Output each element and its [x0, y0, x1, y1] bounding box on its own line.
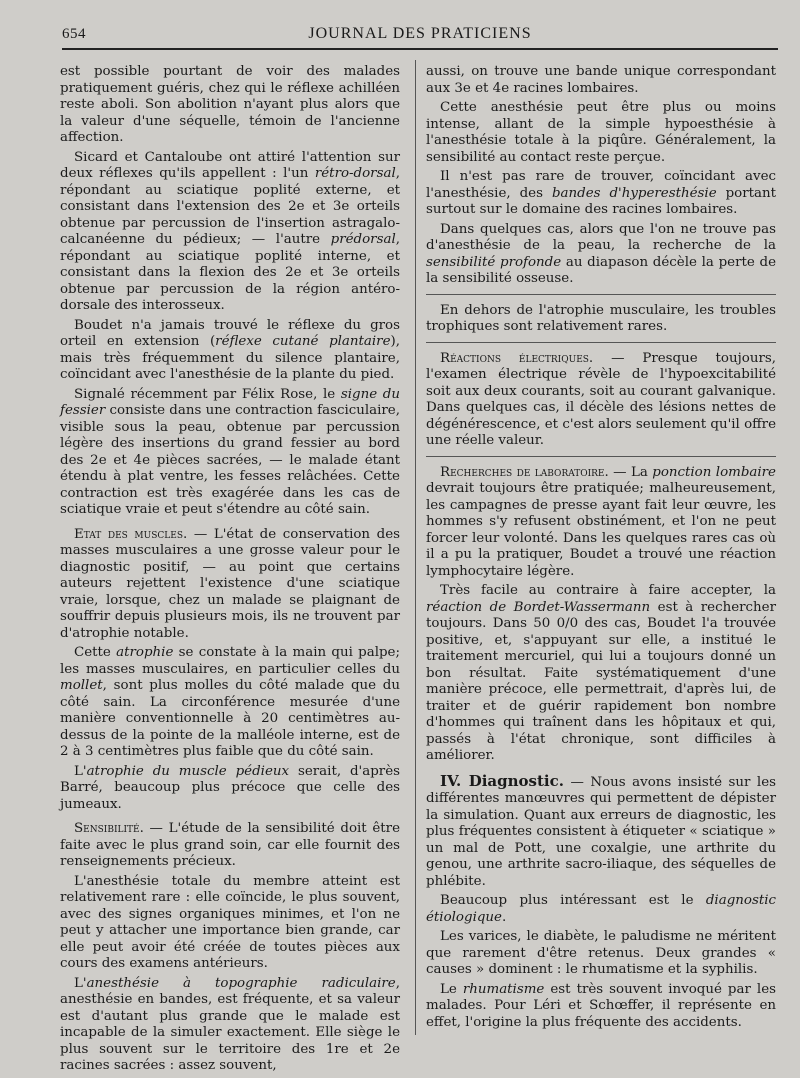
- section-heading: Etat des muscles.: [74, 526, 188, 542]
- paragraph: Dans quelques cas, alors que l'on ne trouve pas d'anesthésie de la peau, la recherche de la sensibilité profonde au diapason décèle la perte de la sensibilité osseuse.: [426, 221, 776, 286]
- section-diagnostic: IV. Diagnostic. — Nous avons insisté sur les différentes manœuvres qui permettent de dépister la simulation. Quant aux erreurs de diagnostic, les plus fréquentes consistent à étiqueter « sciatique » un mal de Pott, une coxalgie, une arthrite du genou, une arthrite sacro-iliaque, des séquelles de phlébite.: [426, 771, 776, 889]
- section-separator: [426, 294, 776, 295]
- section-heading: Sensibilité.: [74, 821, 144, 836]
- paragraph: Sicard et Cantaloube ont attiré l'attention sur deux réflexes qu'ils appellent : l'un rétro-dorsal, répondant au sciatique poplité externe, et consistant dans l'extension des 2e et 3e orteils obtenue par percussion de l'insertion astragalo-calcanéenne du pédieux; — l'autre prédorsal, répondant au sciatique poplité interne, et consistant dans la flexion des 2e et 3e orteils obtenue par percussion de la région antéro-dorsale des interosseux.: [60, 149, 400, 313]
- section-separator: [426, 342, 776, 343]
- section-muscles: Etat des muscles. — L'état de conservation des masses musculaires a une grosse valeur pour le diagnostic positif, — au point que certains auteurs rejettent l'existence d'une sciatique vraie, lorsque, chez un malade se plaignant de souffrir depuis plusieurs mois, ils ne trouvent par d'atrophie notable.: [60, 526, 401, 641]
- paragraph: L'anesthésie totale du membre atteint est relativement rare : elle coïncide, le plus souvent, avec des signes organiques minimes, et l'on ne peut y attacher une importance bien grande, car elle peut avoir été créée de toutes pièces aux cours des examens antérieurs.: [60, 873, 400, 971]
- section-sensibilite: Sensibilité. — L'étude de la sensibilité doit être faite avec le plus grand soin, car elle fournit des renseignements précieux.: [60, 821, 400, 869]
- paragraph: Les varices, le diabète, le paludisme ne méritent que rarement d'être retenus. Deux grandes « causes » dominent : le rhumatisme et la syphilis.: [426, 929, 776, 977]
- section-heading: IV. Diagnostic.: [440, 771, 564, 790]
- journal-title: JOURNAL DES PRATICIENS: [308, 25, 532, 42]
- page-header: [62, 20, 778, 48]
- column-divider: [415, 60, 416, 1035]
- section-reactions: Réactions électriques. — Presque toujours, l'examen électrique révèle de l'hypoexcitabilité soit aux deux courants, soit au courant galvanique. Dans quelques cas, il décèle des lésions nettes de dégénérescence, et c'est alors seulement qu'il offre une réelle valeur.: [426, 350, 776, 448]
- section-heading: Réactions électriques.: [440, 350, 594, 366]
- paragraph: Très facile au contraire à faire accepter, la réaction de Bordet-Wassermann est à rechercher toujours. Dans 50 0/0 des cas, Boudet l'a trouvée positive, et, s'appuyant sur elle, a institué le traitement mercuriel, qui lui a toujours donné un bon résultat. Faite systématiquement d'une manière précoce, elle permettrait, d'après lui, de traiter et de guérir rapidement bon nombre d'hommes qui traînent dans les hôpitaux et qui, passés à l'état chronique, sont difficiles à améliorer.: [426, 583, 776, 763]
- paragraph: L'atrophie du muscle pédieux serait, d'après Barré, beaucoup plus précoce que celle des jumeaux.: [60, 763, 400, 812]
- section-heading: Recherches de laboratoire.: [440, 464, 609, 480]
- paragraph: est possible pourtant de voir des malades pratiquement guéris, chez qui le réflexe achilléen reste aboli. Son abolition n'ayant plus alors que la valeur d'une séquelle, témoin de l'ancienne affection.: [60, 64, 400, 145]
- section-separator: [426, 456, 776, 457]
- left-column: [60, 64, 400, 1078]
- right-column: [426, 64, 776, 1034]
- paragraph: aussi, on trouve une bande unique correspondant aux 3e et 4e racines lombaires.: [426, 64, 776, 96]
- paragraph: L'anesthésie à topographie radiculaire, anesthésie en bandes, est fréquente, et sa valeur est d'autant plus grande que le malade est incapable de la simuler exactement. Elle siège le plus souvent sur le territoire des 1re et 2e racines sacrées : assez souvent,: [60, 975, 400, 1073]
- header-rule: [62, 48, 778, 50]
- paragraph: En dehors de l'atrophie musculaire, les troubles trophiques sont relativement rares.: [426, 302, 776, 334]
- section-laboratoire: Recherches de laboratoire. — La ponction lombaire devrait toujours être pratiquée; malheureusement, les campagnes de presse ayant fait leur œuvre, les hommes s'y refusent obstinément, et l'on ne peut forcer leur volonté. Dans les quelques rares cas où il a pu la pratiquer, Boudet a trouvé une réaction lymphocytaire légère.: [426, 464, 776, 579]
- paragraph: Boudet n'a jamais trouvé le réflexe du gros orteil en extension (réflexe cutané plantaire), mais très fréquemment du silence plantaire, coïncidant avec l'anesthésie de la plante du pied.: [60, 317, 400, 382]
- paragraph: Cette anesthésie peut être plus ou moins intense, allant de la simple hypoesthésie à l'anesthésie totale à la piqûre. Généralement, la sensibilité au contact reste perçue.: [426, 100, 776, 165]
- paragraph: Il n'est pas rare de trouver, coïncidant avec l'anesthésie, des bandes d'hyperesthésie portant surtout sur le domaine des racines lombaires.: [426, 169, 777, 217]
- paragraph: Signalé récemment par Félix Rose, le signe du fessier consiste dans une contraction fasciculaire, visible sous la peau, obtenue par percussion légère des insertions du grand fessier au bord des 2e et 4e pièces sacrées, — le malade étant étendu à plat ventre, les fesses relâchées. Cette contraction est très exagérée dans les cas de sciatique vraie et peut s'étendre au côté sain.: [60, 386, 400, 517]
- page-number: 654: [62, 25, 86, 42]
- paragraph: Le rhumatisme est très souvent invoqué par les malades. Pour Léri et Schœffer, il représente en effet, l'origine la plus fréquente des accidents.: [426, 981, 776, 1030]
- paragraph: Cette atrophie se constate à la main qui palpe; les masses musculaires, en particulier celles du mollet, sont plus molles du côté malade que du côté sain. La circonférence mesurée d'une manière conventionnelle à 20 centimètres au-dessus de la pointe de la malléole interne, est de 2 à 3 centimètres plus faible que du côté sain.: [60, 645, 400, 759]
- paragraph: Beaucoup plus intéressant est le diagnostic étiologique.: [426, 893, 776, 925]
